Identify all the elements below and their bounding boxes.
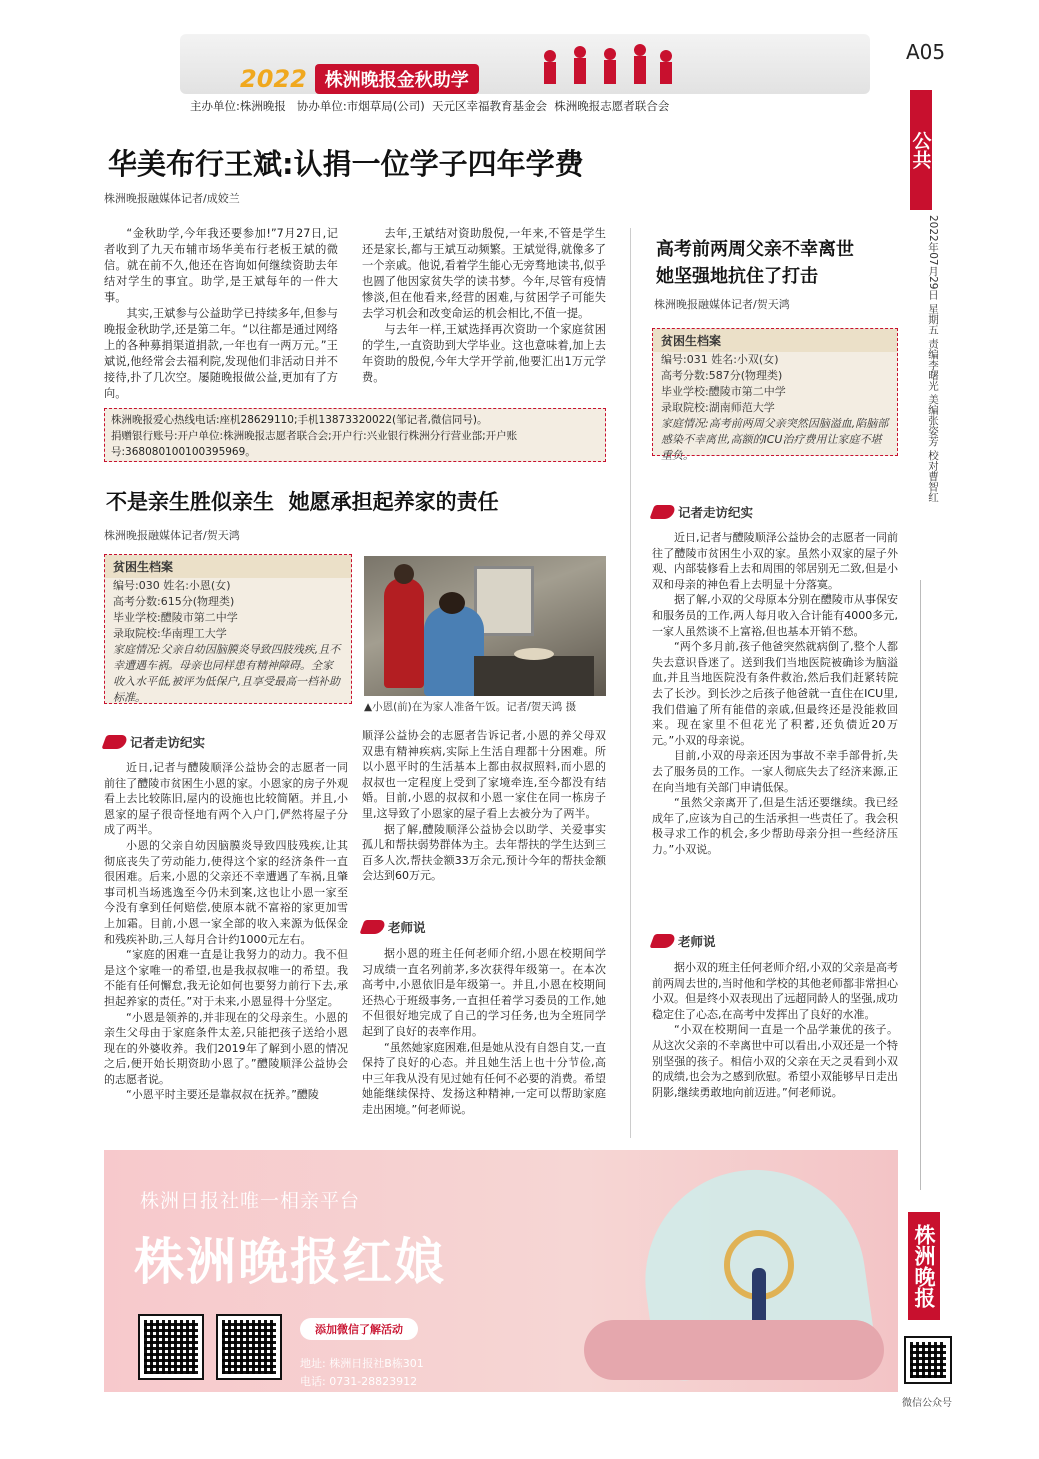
ad-wechat-pill [300, 1318, 418, 1340]
ad-qr-code-1[interactable] [140, 1316, 202, 1378]
paragraph: 据小恩的班主任何老师介绍,小恩在校期间学习成绩一直名列前茅,多次获得年级第一。在本次高考中,小恩依旧是年级第一。并且,小恩在校期间还热心于班级事务,一直担任着学习委员的工作,她不但很好地完成了自己的学习任务,也为全班同学起到了良好的表率作用。 [362, 947, 606, 1038]
pen-icon [101, 735, 128, 749]
article2-kicker-teacher [362, 918, 426, 936]
profile-title: 贫困生档案 [653, 329, 897, 352]
qr-caption: 微信公众号 [902, 1398, 952, 1409]
paragraph: “两个多月前,孩子他爸突然就病倒了,整个人都失去意识昏迷了。送到我们当地医院被确诊为脑溢血,并且当地医院没有条件救治,然后我们赶紧转院去了长沙。到长沙之后孩子他爸就一直住在ICU里,我们借遍了所有能借的亲戚,但最终还是没能救回来。现在家里不但花光了积蓄,还负债近20万元。”小双的母亲说。 [652, 640, 898, 747]
profile-title: 贫困生档案 [105, 555, 351, 578]
paragraph: 目前,小双的母亲还因为事故不幸手部骨折,失去了服务员的工作。一家人彻底失去了经济来源,正在向当地有关部门申请低保。 [652, 749, 898, 794]
article3-kicker-visit [652, 503, 753, 521]
article2-col1 [104, 760, 348, 1103]
ad-address-label: 地址: [300, 1357, 326, 1370]
paragraph: “金秋助学,今年我还要参加!”7月27日,记者收到了九天布辅市场华美布行老板王斌的微信。就在前不久,他还在咨询如何继续资助去年结对学生的事宜。助学,是王斌每年的一件大事。 [104, 227, 338, 304]
article3-col [652, 530, 898, 857]
paragraph: 其实,王斌参与公益助学已持续多年,但参与晚报金秋助学,还是第二年。“以往都是通过网络上的各种募捐渠道捐款,一年也有一两万元。”王斌说,他经常会去福利院,发现他们非活动日并不接待,扑了几次空。屡随晚报做公益,更加有了方向。 [104, 307, 338, 400]
paragraph: “小双在校期间一直是一个品学兼优的孩子。从这次父亲的不幸离世中可以看出,小双还是一个特别坚强的孩子。相信小双的父亲在天之灵看到小双的成绩,也会为之感到欣慰。希望小双能够早日走出阴影,继续勇敢地向前迈进。”何老师说。 [652, 1023, 898, 1099]
article2-title: 不是亲生胜似亲生 她愿承担起养家的责任 [106, 490, 499, 514]
ad-title: 株洲晚报红娘 [134, 1233, 446, 1291]
photo-caption: ▲小恩(前)在为家人准备午饭。记者/贺天鸿 摄 [364, 701, 577, 713]
page-number: A05 [906, 40, 946, 64]
article3-profile [652, 328, 898, 462]
paragraph: 顺泽公益协会的志愿者告诉记者,小恩的养父母双双患有精神疾病,实际上生活自理都十分困难。所以小恩平时的生活基本上都由叔叔照料,而小恩的叔叔也一定程度上受到了家境牵连,至今都没有结婚。目前,小恩的叔叔和小恩一家住在同一栋房子里,这导致了小恩家的屋子看上去被分为了两半。 [362, 729, 606, 820]
profile-line: 家庭情况:高考前两周父亲突然因脑溢血,陷脑部感染不幸离世,高额的ICU治疗费用让家庭不堪重负。 [661, 417, 889, 462]
article2-col2 [362, 728, 606, 884]
profile-line: 编号:030 姓名:小恩(女) [113, 579, 231, 592]
paragraph: 近日,记者与醴陵顺泽公益协会的志愿者一同前往了醴陵市贫困生小双的家。虽然小双家的屋子外观、内部装修看上去和周围的邻居别无二致,但是小双和母亲的神色看上去明显十分落寞。 [652, 531, 898, 591]
section-tab [910, 90, 932, 210]
profile-line: 高考分数:615分(物理类) [113, 595, 235, 608]
side-info: 2022年07月29日 星期五 责编李曙光 美编张姿芳 校对曹智红 [927, 215, 939, 503]
profile-line: 毕业学校:醴陵市第二中学 [661, 385, 786, 398]
article2-profile [104, 554, 352, 704]
ad-wechat-label: 添加微信了解活动 [315, 1323, 403, 1336]
ad-phone-value: 0731-28823912 [329, 1375, 418, 1388]
hotline-bank: 捐赠银行账号:开户单位:株洲晚报志愿者联合会;开户行:兴业银行株洲分行营业部;开户账号:368080100100395969。 [111, 430, 518, 458]
article2-byline: 株洲晚报融媒体记者/贺天鸿 [104, 529, 240, 542]
ad-address [300, 1355, 424, 1371]
column-rule [630, 228, 631, 1138]
section-label: 公共 [909, 131, 932, 169]
hotline-box [104, 408, 606, 462]
kicker-label: 记者走访纪实 [130, 735, 206, 750]
pen-icon [359, 920, 386, 934]
wechat-qr-code[interactable] [906, 1338, 950, 1382]
paragraph: “家庭的困难一直是让我努力的动力。我不但是这个家唯一的希望,也是我叔叔唯一的希望。我不能有任何懈怠,我无论如何也要努力前行下去,承担起养家的责任。”对于未来,小恩显得十分坚定。 [104, 948, 348, 1008]
article1-byline: 株洲晚报融媒体记者/成姣兰 [104, 192, 240, 205]
kicker-label: 老师说 [388, 920, 426, 935]
paragraph: “虽然父亲离开了,但是生活还要继续。我已经成年了,应该为自己的生活承担一些责任了。我会积极寻求工作的机会,多少帮助母亲分担一些经济压力。”小双说。 [652, 796, 898, 856]
article3-kicker-teacher [652, 932, 716, 950]
ad-subtitle: 株洲日报社唯一相亲平台 [140, 1190, 361, 1212]
organizers: 主办单位:株洲晚报 协办单位:市烟草局(公司) 天元区幸福教育基金会 株洲晚报志愿者联合会 [190, 99, 670, 113]
paragraph: 据小双的班主任何老师介绍,小双的父亲是高考前两周去世的,当时他和学校的其他老师都非常担心小双。但是终小双表现出了远超同龄人的坚强,成功稳定住了心态,在高考中发挥出了良好的水准。 [652, 961, 898, 1021]
side-rule [920, 580, 921, 1190]
profile-line: 编号:031 姓名:小双(女) [661, 353, 779, 366]
ad-phone-label: 电话: [300, 1375, 326, 1388]
paragraph: 去年,王斌结对资助殷倪,一年来,不管是学生还是家长,都与王斌互动频繁。王斌觉得,就像多了一个亲戚。他说,看着学生能心无旁骛地读书,似乎也圆了他因家贫失学的读书梦。今年,尽管有疫情惨淡,但在他看来,经营的困难,与贫困学子可能失去学习机会和改变命运的机会相比,不值一提。 [362, 227, 606, 320]
article1-col2 [362, 226, 606, 386]
banner-year: 2022 [240, 65, 307, 93]
paragraph: 据了解,醴陵顺泽公益协会以助学、关爱事实孤儿和帮扶弱势群体为主。去年帮扶的学生达到三百多人次,帮扶金额33万余元,预计今年的帮扶金额会达到60万元。 [362, 822, 606, 883]
article3-byline: 株洲晚报融媒体记者/贺天鸿 [654, 298, 790, 311]
paragraph: “虽然她家庭困难,但是她从没有自怨自艾,一直保持了良好的心态。并且她生活上也十分节俭,高中三年我从没有见过她有任何不必要的消费。希望她能继续保持、发扬这种精神,一定可以帮助家庭走出困境。”何老师说。 [362, 1040, 606, 1116]
profile-line: 毕业学校:醴陵市第二中学 [113, 611, 238, 624]
ad-phone [300, 1373, 417, 1389]
ad-qr-code-2[interactable] [218, 1316, 280, 1378]
kicker-label: 老师说 [678, 934, 716, 949]
article2-kicker-visit [104, 733, 205, 751]
profile-line: 家庭情况:父亲自幼因脑膜炎导致四肢残疾,且不幸遭遇车祸。母亲也同样患有精神障碍。全家收入水平低,被评为低保户,且享受最高一档补助标准。 [113, 643, 341, 704]
paragraph: 与去年一样,王斌选择再次资助一个家庭贫困的学生,一直资助到大学毕业。这也意味着,加上去年资助的殷倪,今年大学开学前,他要汇出1万元学费。 [362, 323, 606, 384]
article1-col1 [104, 226, 338, 402]
logo-text: 株洲晚报 [912, 1224, 936, 1308]
newspaper-logo [908, 1212, 940, 1320]
profile-line: 录取院校:华南理工大学 [113, 627, 227, 640]
banner-title-group [240, 64, 479, 94]
ad-address-value: 株洲日报社B栋301 [329, 1357, 424, 1370]
paragraph: “小恩平时主要还是靠叔叔在抚养。”醴陵 [126, 1088, 319, 1102]
paragraph: 据了解,小双的父母原本分别在醴陵市从事保安和服务员的工作,两人每月收入合计能有4000多元,一家人虽然谈不上富裕,但也基本开销不愁。 [652, 593, 898, 638]
kicker-label: 记者走访纪实 [678, 505, 754, 520]
hotline-phone: 株洲晚报爱心热线电话:座机28629110;手机13873320022(邹记者,微信同号)。 [111, 414, 488, 426]
profile-line: 高考分数:587分(物理类) [661, 369, 783, 382]
banner-title: 株洲晚报金秋助学 [315, 64, 479, 94]
profile-line: 录取院校:湖南师范大学 [661, 401, 775, 414]
article2-photo [364, 556, 606, 696]
paragraph: 近日,记者与醴陵顺泽公益协会的志愿者一同前往了醴陵市贫困生小恩的家。小恩家的房子外观看上去比较陈旧,屋内的设施也比较简陋。并且,小恩家的屋子很奇怪地有两个入户门,俨然将屋子分成了两半。 [104, 761, 348, 837]
article2-col2b [362, 946, 606, 1118]
article1-title: 华美布行王斌:认捐一位学子四年学费 [108, 147, 584, 181]
pen-icon [649, 934, 676, 948]
paragraph: “小恩是领养的,并非现在的父母亲生。小恩的亲生父母由于家庭条件太差,只能把孩子送给小恩现在的外婆收养。我们2019年了解到小恩的情况之后,便开始长期资助小恩了。”醴陵顺泽公益协会的志愿者说。 [104, 1010, 348, 1086]
article3-title: 高考前两周父亲不幸离世 她坚强地抗住了打击 [656, 239, 854, 287]
article3-col2 [652, 960, 898, 1100]
banner-students-graphic [530, 42, 680, 92]
pen-icon [649, 505, 676, 519]
paragraph: 小恩的父亲自幼因脑膜炎导致四肢残疾,让其彻底丧失了劳动能力,使得这个家的经济条件一直很困难。后来,小恩的父亲还不幸遭遇了车祸,且肇事司机当场逃逸至今仍未到案,这也让小恩一家至今没有拿到任何赔偿,使原本就不富裕的家更加雪上加霜。目前,小恩一家全部的收入来源为低保金和残疾补助,三人每月合计约1000元左右。 [104, 838, 348, 946]
